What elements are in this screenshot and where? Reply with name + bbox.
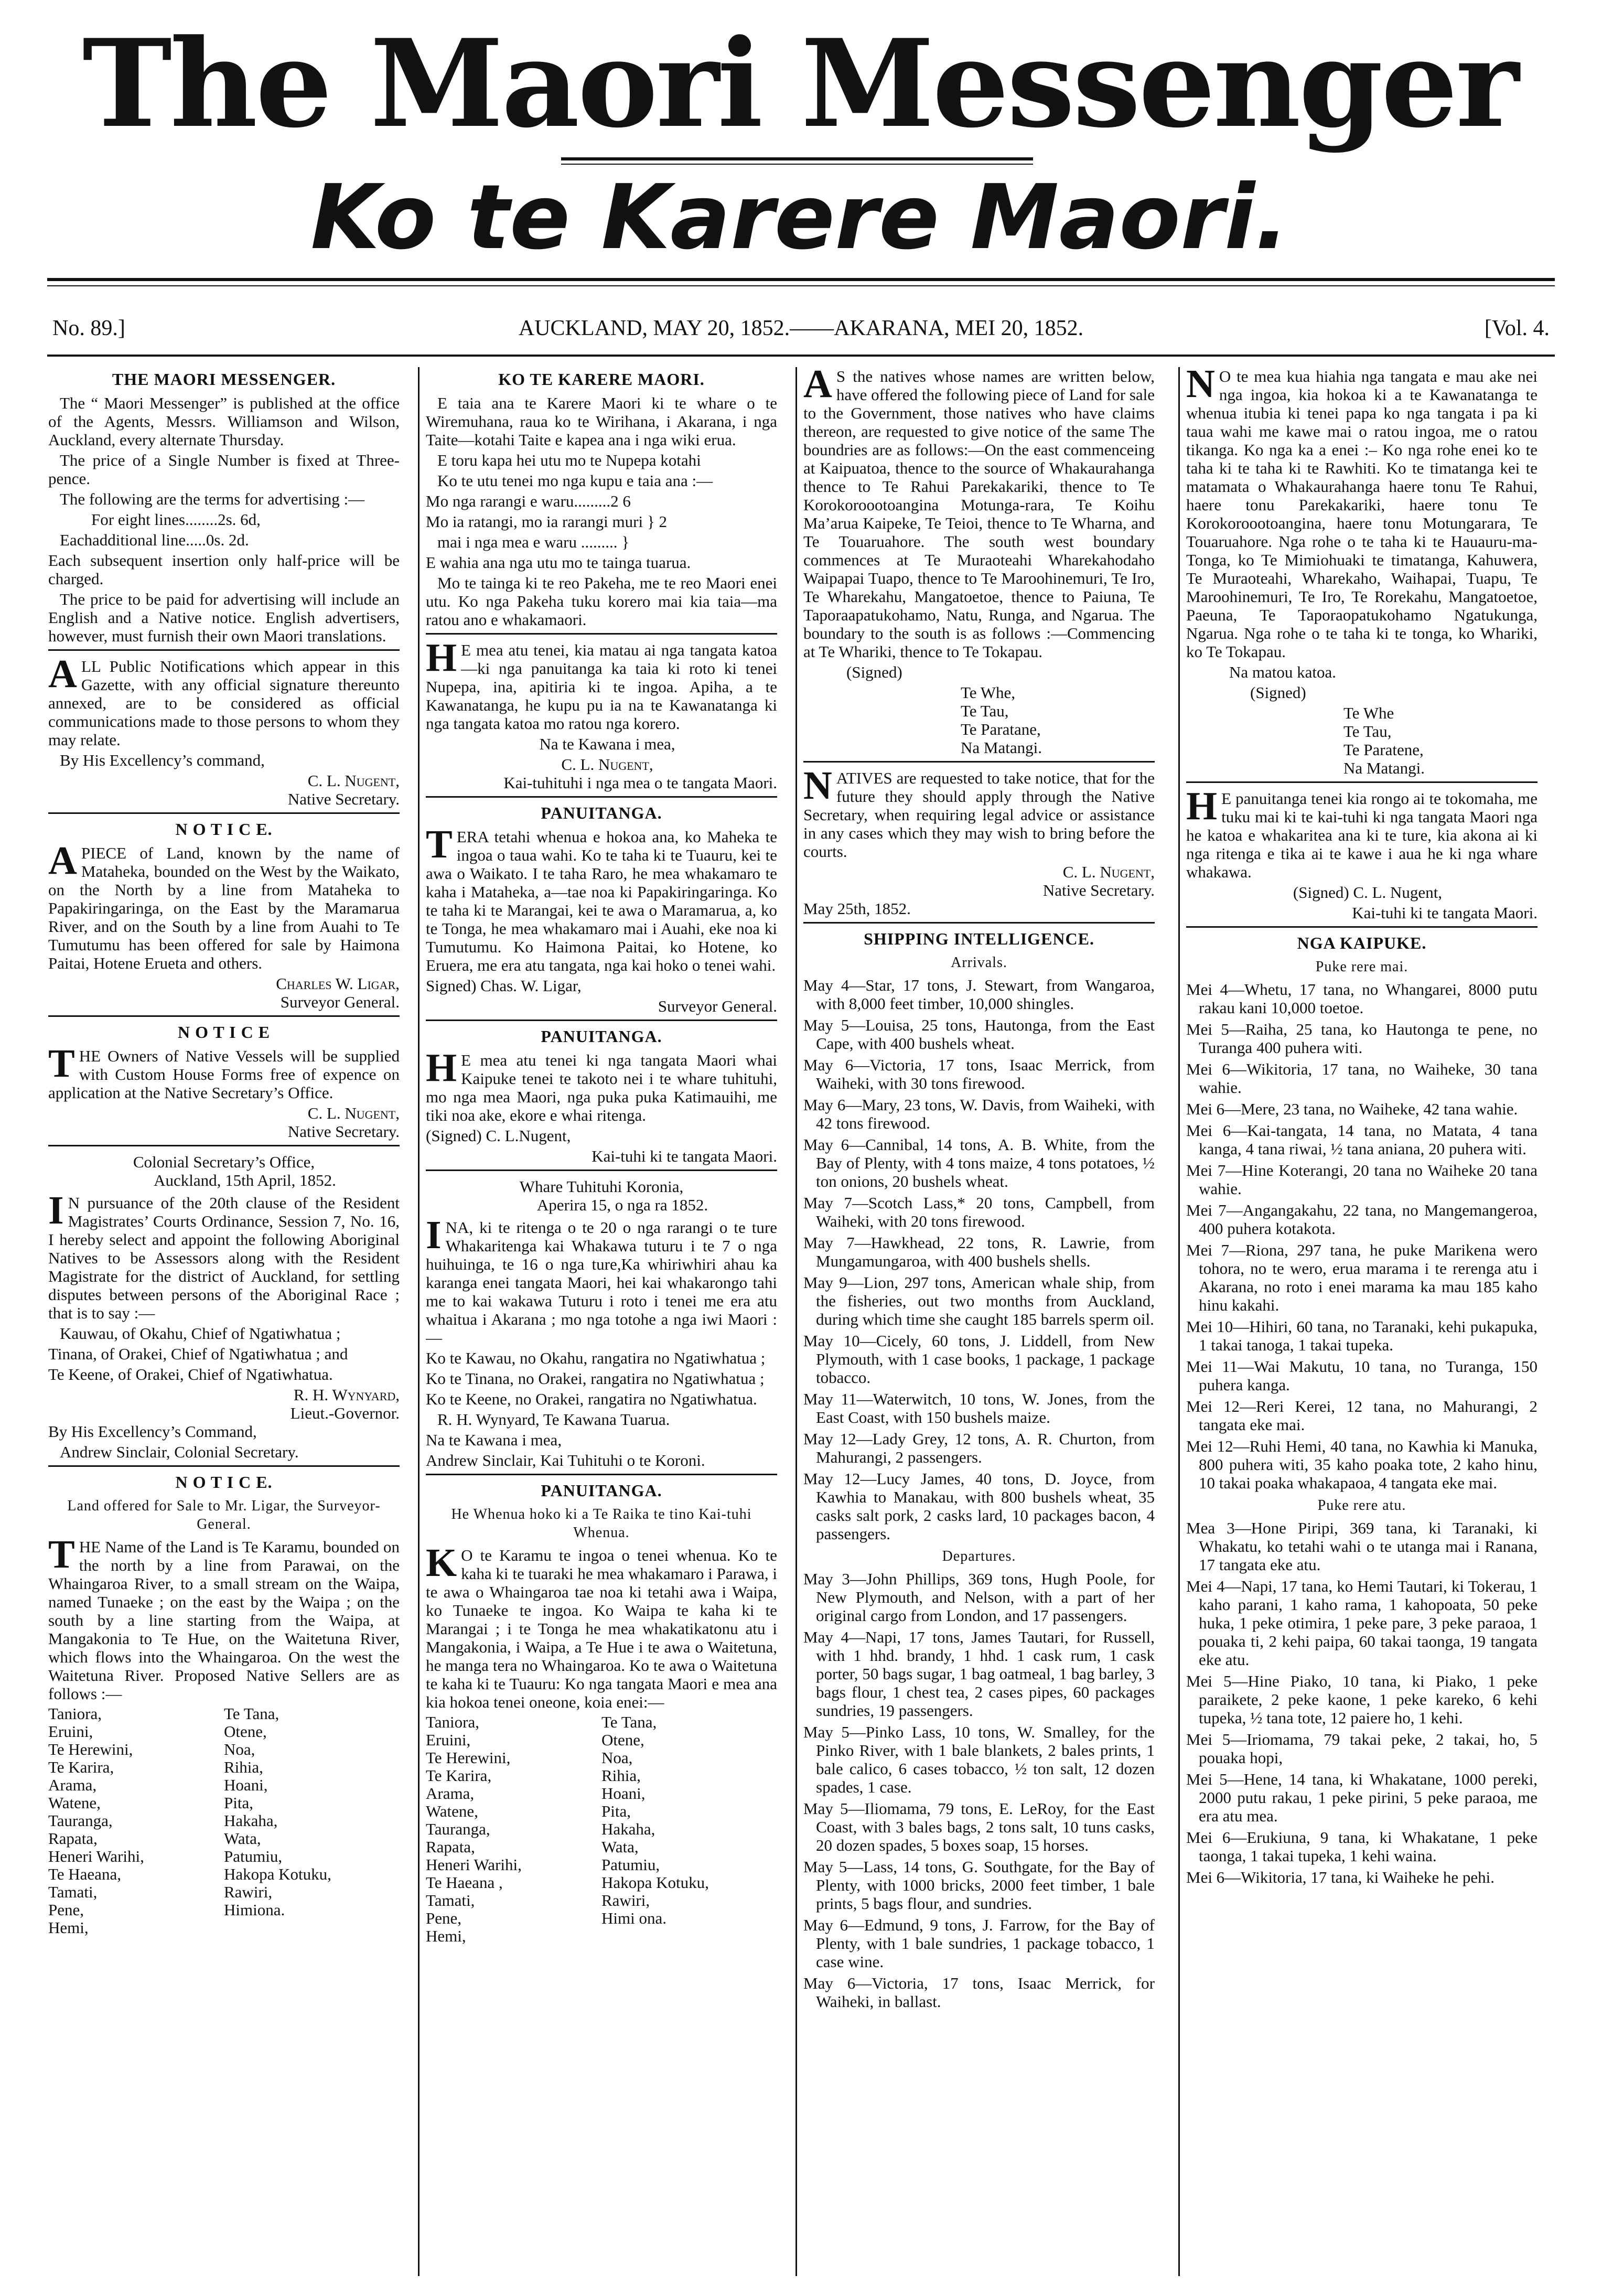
article-subheading: Arrivals. xyxy=(951,954,1007,971)
list-item: Hemi, xyxy=(426,1927,466,1945)
paragraph: Ko te Tinana, no Orakei, rangatira no Ngatiwhatua ; xyxy=(426,1369,765,1388)
paragraph: Andrew Sinclair, Kai Tuhituhi o te Koroni. xyxy=(426,1451,705,1469)
shipping-entry: May 7—Hawkhead, 22 tons, R. Lawrie, from Mungamungaroa, with 400 bushels shells. xyxy=(803,1233,1155,1270)
paragraph: The price to be paid for advertising will include an English and a Native notice. English advertisers, however, must furnish their own Maori translations. xyxy=(48,590,400,645)
signatory: Te Whe, xyxy=(961,683,1015,702)
signatory: Na Matangi. xyxy=(1343,759,1425,777)
shipping-entry: Mei 6—Erukiuna, 9 tana, ki Whakatane, 1 peke taonga, 1 takai tupeka, 1 kehi waina. xyxy=(1186,1828,1538,1865)
shipping-entry: May 5—Pinko Lass, 10 tons, W. Smalley, for the Pinko River, with 1 bale blankets, 2 bales prints, 1 bale calico, 6 cases tobacco, ½ ton salt, 12 dozen spades, 1 case. xyxy=(803,1723,1155,1796)
shipping-entry: May 11—Waterwitch, 10 tons, W. Jones, from the East Coast, with 150 bushels maize. xyxy=(803,1390,1155,1426)
signature: (Signed) C. L.Nugent, xyxy=(426,1126,571,1145)
paragraph: APIECE of Land, known by the name of Mataheka, bounded on the West by the Waikato, on the North by a line from Mataheka to Papakiringaringa, on the East by the Maramarua River, and on the South by a line from Auahi to Te Tumutumu has been offered for sale by Haimona Paitai, Hotene Erueta and others. xyxy=(48,839,400,972)
list-item: Wata, xyxy=(601,1838,639,1856)
paragraph: THE Name of the Land is Te Karamu, bounded on the north by a line from Parawai, on the Whaingaroa River, to a small stream on the Waipa, named Tunaeke ; on the east by the Waipa ; on the south by a line starting from the Waipa, at Mangakonia to Te Hue, on the Waitetuna River, which flows into the Whaingaroa. On the west the Waitetuna River. Proposed Native Sellers are as follows :— xyxy=(48,1532,400,1703)
paragraph: By His Excellency’s Command, xyxy=(48,1422,257,1441)
paragraph: Mo nga rarangi e waru.........2 6 xyxy=(426,492,631,510)
signature-note: (Signed) xyxy=(1250,683,1306,702)
list-item: Tamati, xyxy=(426,1891,475,1909)
list-item: Rapata, xyxy=(48,1829,98,1848)
shipping-entry: May 6—Cannibal, 14 tons, A. B. White, from the Bay of Plenty, with 4 tons maize, 4 tons potatoes, ½ ton onions, 20 bushels wheat. xyxy=(803,1135,1155,1190)
office-heading: Colonial Secretary’s Office, xyxy=(133,1153,315,1171)
shipping-entry: May 3—John Phillips, 369 tons, Hugh Poole, for New Plymouth, and Nelson, with a part of her original cargo from London, and 17 passengers. xyxy=(803,1570,1155,1625)
office-date: Auckland, 15th April, 1852. xyxy=(154,1171,336,1189)
signature-title: Native Secretary. xyxy=(287,790,400,808)
list-item: Himiona. xyxy=(224,1901,285,1919)
paragraph: Ko te Keene, no Orakei, rangatira no Ngatiwhatua. xyxy=(426,1390,757,1408)
section-rule xyxy=(1186,781,1538,783)
column-3 xyxy=(803,367,1155,2276)
list-item: Arama, xyxy=(426,1784,475,1803)
article-heading: PANUITANGA. xyxy=(541,1481,662,1500)
signature: Signed) Chas. W. Ligar, xyxy=(426,977,582,995)
paragraph: R. H. Wynyard, Te Kawana Tuarua. xyxy=(437,1410,670,1429)
column-divider xyxy=(418,367,420,2276)
shipping-entry: Mei 7—Hine Koterangi, 20 tana no Waiheke 20 tana wahie. xyxy=(1186,1161,1538,1198)
list-item: Pene, xyxy=(48,1901,84,1919)
list-item: Te Haeana, xyxy=(48,1865,121,1883)
shipping-entry: Mei 7—Angangakahu, 22 tana, no Mangemangeroa, 400 puhera kotakota. xyxy=(1186,1201,1538,1238)
list-item: Heneri Warihi, xyxy=(48,1847,144,1865)
list-item: Hakopa Kotuku, xyxy=(601,1873,709,1892)
signature: (Signed) C. L. Nugent, xyxy=(1293,883,1443,902)
shipping-entry: May 6—Edmund, 9 tons, J. Farrow, for the Bay of Plenty, with 1 bale sundries, 1 package tobacco, 1 case wine. xyxy=(803,1916,1155,1971)
list-item: Otene, xyxy=(601,1731,644,1749)
list-item: Tauranga, xyxy=(426,1820,490,1838)
list-item: Heneri Warihi, xyxy=(426,1855,522,1874)
signature-title: Native Secretary. xyxy=(287,1122,400,1141)
shipping-entry: Mei 6—Kai-tangata, 14 tana, no Matata, 4 tana kanga, 4 tana riwai, ½ tana aniana, 20 puhera witi. xyxy=(1186,1121,1538,1158)
list-item: Te Tana, xyxy=(601,1713,657,1731)
list-item: Te Karira, xyxy=(426,1766,492,1785)
shipping-entry: Mea 3—Hone Piripi, 369 tana, ki Taranaki, ki Whakatu, ko tetahi wahi o te utanga mai i Ranana, 17 tangata eke atu. xyxy=(1186,1519,1538,1574)
shipping-entry: Mei 11—Wai Makutu, 10 tana, no Turanga, 150 puhera kanga. xyxy=(1186,1357,1538,1394)
list-item: Te Herewini, xyxy=(426,1748,511,1767)
paragraph: The “ Maori Messenger” is published at the office of the Agents, Messrs. Williamson and Wilson, Auckland, every alternate Thursday. xyxy=(48,394,400,449)
section-rule xyxy=(803,761,1155,763)
shipping-entry: Mei 5—Iriomama, 79 takai peke, 2 takai, ho, 5 pouaka hopi, xyxy=(1186,1730,1538,1767)
paragraph: Na matou katoa. xyxy=(1229,663,1337,681)
article-heading: THE MAORI MESSENGER. xyxy=(112,370,336,389)
paragraph: Na te Kawana i mea, xyxy=(426,1431,562,1449)
signatory: Te Whe xyxy=(1343,704,1394,722)
signatory: Te Paratane, xyxy=(961,720,1041,738)
issue-number: No. 89.] xyxy=(52,316,125,340)
article-heading: N O T I C E xyxy=(177,1023,271,1042)
paragraph: Te Keene, of Orakei, Chief of Ngatiwhatua. xyxy=(48,1365,333,1383)
shipping-entry: May 6—Victoria, 17 tons, Isaac Merrick, for Waiheki, in ballast. xyxy=(803,1974,1155,2011)
signature: C. L. Nugent, xyxy=(561,755,653,774)
paragraph: Kauwau, of Okahu, Chief of Ngatiwhatua ; xyxy=(60,1324,341,1343)
newspaper-title: The Maori Messenger xyxy=(82,13,1518,155)
seller-names xyxy=(48,1705,400,1937)
list-item: Pita, xyxy=(601,1802,631,1820)
list-item: Arama, xyxy=(48,1776,97,1794)
paragraph: For eight lines........2s. 6d, xyxy=(91,510,261,529)
column-4 xyxy=(1186,367,1538,2276)
shipping-entry: Mei 4—Whetu, 17 tana, no Whangarei, 8000 putu rakau kani 10,000 toetoe. xyxy=(1186,980,1538,1017)
column-divider xyxy=(795,367,797,2276)
section-rule xyxy=(48,1145,400,1146)
masthead-rule xyxy=(561,157,1033,160)
list-item: Te Herewini, xyxy=(48,1740,133,1758)
office-date: Aperira 15, o nga ra 1852. xyxy=(536,1196,708,1214)
article-subheading: He Whenua hoko ki a Te Raika te tino Kai-tuhi Whenua. xyxy=(451,1506,752,1541)
shipping-entry: May 9—Lion, 297 tons, American whale ship, from the fisheries, out two months from Auckland, during which time she caught 185 barrels sperm oil. xyxy=(803,1273,1155,1328)
section-rule xyxy=(426,633,777,635)
section-rule xyxy=(426,1020,777,1021)
article-subheading: Puke rere atu. xyxy=(1317,1497,1406,1514)
paragraph: HE mea atu tenei, kia matau ai nga tangata katoa—ki nga panuitanga ka taia ki roto ki tenei Nupepa, ina, apitiria ki te ingoa. Apiha, a te Kawanatanga, he kupu pu ia na te Kawanatanga ki nga tangata katoa mo ratou nga korero. xyxy=(426,636,777,733)
article-heading: N O T I C E. xyxy=(175,1473,273,1492)
shipping-entry: Mei 6—Wikitoria, 17 tana, ki Waiheke he pehi. xyxy=(1186,1868,1495,1886)
paragraph: THE Owners of Native Vessels will be supplied with Custom House Forms free of expence on application at the Native Secretary’s Office. xyxy=(48,1042,400,1102)
shipping-entry: May 5—Lass, 14 tons, G. Southgate, for the Bay of Plenty, with 1000 bricks, 2000 feet timber, 1 bale prints, 5 bags flour, and sundries. xyxy=(803,1858,1155,1913)
signatories xyxy=(1186,704,1538,777)
list-item: Patumiu, xyxy=(601,1855,660,1874)
paragraph: NATIVES are requested to take notice, that for the future they should apply through the Native Secretary, when requiring legal advice or assistance in any cases which they may wish to bring before the courts. xyxy=(803,764,1155,861)
list-item: Eruini, xyxy=(426,1731,471,1749)
list-item: Watene, xyxy=(48,1794,101,1812)
signature-title: Native Secretary. xyxy=(1042,881,1155,899)
section-rule xyxy=(48,812,400,814)
office-heading: Whare Tuhituhi Koronia, xyxy=(519,1177,684,1196)
header-rule-thin xyxy=(47,285,1555,286)
paragraph: HE panuitanga tenei kia rongo ai te tokomaha, me tuku mai ki te kai-tuhi ki nga tangata Maori nga he katoa e whakaritea ana ki te ture, kia akona ai ki nga ritenga e tika ai te kawe i aua he ki nga whare whakawa. xyxy=(1186,784,1538,881)
list-item: Hakaha, xyxy=(601,1820,655,1838)
signature-title: Kai-tuhituhi i nga mea o te tangata Maori. xyxy=(503,774,777,792)
paragraph: NO te mea kua hiahia nga tangata e mau ake nei nga ingoa, kia hokoa ki a te Kawanatanga te whenua itubia ki tenei papa ko nga tangata i pa ki taua wahi me kawe mai o ratou ingoa, me o ratou tikanga. Ko nga ka a enei :– Ko nga rohe enei ko te taha ki te taha ki te Rawhiti. Ko te timatanga kei te matamata o Whakaurahanga haere tonu Te Rahui, haere tonu Parekakariki, haere tonu Te Korokoroootoangina, haere tonu Motungarara, Te Touaruahore. Nga rohe o te taha ki te Hauauru-ma-Tonga, ko Te Mimiohuaki te timatanga, Kahuwera, Te Muraoteahi, Wharekaho, Waihapai, Tuapu, Te Maroohinemuri, Te Iro, Te Rorekahu, Mangatoetoe, Paeuna, Te Taporaopatukohamo Ngatukunga, Ngarua. Nga rohe o te taha ki te tonga, ko Whariki, ko Te Tokapau. xyxy=(1186,367,1538,661)
signature-title: Surveyor General. xyxy=(658,997,777,1015)
signature-title: Kai-tuhi ki te tangata Maori. xyxy=(592,1147,777,1165)
signature-title: Lieut.-Governor. xyxy=(290,1404,400,1422)
section-rule xyxy=(1186,926,1538,928)
paragraph: TERA tetahi whenua e hokoa ana, ko Maheka te ingoa o taua wahi. Ko te taha ki te Tuauru, kei te awa o Waikato. I te taha Raro, he mea whakamaro te kaha i Mataheka, a—tae noa ki Papakiringaringa. Ko te taha ki te Marangai, kei te awa o Maramarua, a, ko te Tonga, he mea whakamaro mai i Auahi, eke noa ki Tumutumu. Ko Haimona Paitai, ko Hotene, ko Eruera, me era atu tangata, nga kai hoko o tenei wahi. xyxy=(426,822,777,974)
section-rule xyxy=(48,649,400,651)
shipping-entry: Mei 12—Ruhi Hemi, 40 tana, no Kawhia ki Manuka, 800 puhera witi, 35 kaho poaka tote, 2 kaho hinu, 10 takai poaka whakapaoa, 4 tangata eke mai. xyxy=(1186,1437,1538,1492)
list-item: Patumiu, xyxy=(224,1847,283,1865)
list-item: Taniora, xyxy=(48,1704,102,1723)
masthead xyxy=(42,13,1557,155)
signatory: Te Paratene, xyxy=(1343,741,1424,759)
paragraph: IN pursuance of the 20th clause of the Resident Magistrates’ Courts Ordinance, Session 7, No. 16, I hereby select and appoint the following Aboriginal Natives to be Assessors along with the Resident Magistrate for the district of Auckland, for settling disputes between persons of the Aboriginal Race ; that is to say :— xyxy=(48,1188,400,1322)
list-item: Tauranga, xyxy=(48,1811,113,1830)
shipping-entry: Mei 4—Napi, 17 tana, ko Hemi Tautari, ki Tokerau, 1 kaho parani, 1 kaho rama, 1 kahopoata, 50 peke huka, 1 peke otimira, 1 peke pare, 3 peke paraoa, 1 pouaka ti, 2 kehi paipa, 60 takai taonga, 19 tangata eke atu. xyxy=(1186,1577,1538,1669)
shipping-entry: May 12—Lucy James, 40 tons, D. Joyce, from Kawhia to Manakau, with 800 bushels wheat, 35 casks salt pork, 2 casks lard, 10 packages bacon, 4 passengers. xyxy=(803,1469,1155,1543)
signatories xyxy=(803,683,1155,757)
signature-title: Surveyor General. xyxy=(280,993,400,1011)
list-item: Rihia, xyxy=(601,1766,641,1785)
list-item: Te Karira, xyxy=(48,1758,114,1776)
article-heading: PANUITANGA. xyxy=(541,1027,662,1046)
signature: C. L. Nugent, xyxy=(1062,863,1155,881)
paragraph: Mo ia ratangi, mo ia rarangi muri } 2 xyxy=(426,512,667,531)
column-2 xyxy=(426,367,777,2276)
list-item: Hoani, xyxy=(224,1776,268,1794)
shipping-entry: May 5—Louisa, 25 tons, Hautonga, from the East Cape, with 400 bushels wheat. xyxy=(803,1016,1155,1053)
signature: C. L. Nugent, xyxy=(307,1104,400,1122)
paragraph: E wahia ana nga utu mo te tainga tuarua. xyxy=(426,553,691,572)
paragraph: May 25th, 1852. xyxy=(803,899,911,918)
paragraph: Tinana, of Orakei, Chief of Ngatiwhatua ; and xyxy=(48,1345,348,1363)
newspaper-subtitle: Ko te Karere Maori. xyxy=(310,166,1289,270)
list-item: Pita, xyxy=(224,1794,253,1812)
section-rule xyxy=(426,1170,777,1171)
paragraph: By His Excellency’s command, xyxy=(60,751,265,769)
column-1 xyxy=(48,367,400,2276)
paragraph: E toru kapa hei utu mo te Nupepa kotahi xyxy=(437,451,701,469)
paragraph: The price of a Single Number is fixed at Three-pence. xyxy=(48,451,400,488)
shipping-entry: May 6—Victoria, 17 tons, Isaac Merrick, from Waiheki, with 30 tons firewood. xyxy=(803,1056,1155,1092)
article-subheading: Departures. xyxy=(942,1548,1016,1564)
shipping-entry: Mei 10—Hihiri, 60 tana, no Taranaki, kehi pukapuka, 1 takai tanoga, 1 takai tupeka. xyxy=(1186,1317,1538,1354)
paragraph: AS the natives whose names are written below, have offered the following piece of Land for sale to the Government, those natives who have claims thereon, are requested to give notice of the same The boundries are as follows:—On the east commenceing at Kaipuatoa, thence to the source of Whakaurahanga thence to Te Rahui Parekakariki, thence to Te Korokoroootoangina Motunga-rara, Te Koihu Ma’arua Kaipeke, Te Teioi, thence to Te Wharna, and Te Touaruahore. The south west boundary commences at Te Muraoteahi Wharekahodaho Waipapai Tuapo, thence to Te Maroohinemuri, Te Iro, Te Wharekahu, Mangatoetoe, thence to Paiuna, Te Taporaapatukohamo, Natu, Runga, and Ngarua. The boundary to the south is as follows :—Commencing at Te Whariki, thence to Te Tokapau. xyxy=(803,367,1155,661)
section-rule xyxy=(426,1474,777,1475)
shipping-entry: Mei 5—Hine Piako, 10 tana, ki Piako, 1 peke paraikete, 2 peke kaone, 1 peke kareko, 6 kehi tupeka, ½ tana tote, 12 paiere ho, 1 kehi. xyxy=(1186,1672,1538,1727)
shipping-entry: May 5—Iliomama, 79 tons, E. LeRoy, for the East Coast, with 3 bales bags, 2 tons salt, 10 tuns casks, 20 dozen spades, 5 boxes soap, 15 horses. xyxy=(803,1799,1155,1854)
dateline xyxy=(47,313,1555,344)
shipping-entry: Mei 7—Riona, 297 tana, he puke Marikena wero tohora, no te wero, erua marama i te rerenga atu i Akarana, no roto i enei marama ka mau 185 kaho hinu kakahi. xyxy=(1186,1241,1538,1314)
signature-note: (Signed) xyxy=(846,663,902,681)
paragraph: Ko te utu tenei mo nga kupu e taia ana :— xyxy=(437,471,713,490)
shipping-entry: Mei 6—Wikitoria, 17 tana, no Waiheke, 30 tana wahie. xyxy=(1186,1060,1538,1097)
signature: R. H. Wynyard, xyxy=(293,1386,400,1404)
list-item: Rihia, xyxy=(224,1758,263,1776)
section-rule xyxy=(48,1015,400,1017)
section-rule xyxy=(426,796,777,798)
signatory: Na Matangi. xyxy=(961,738,1042,757)
list-item: Noa, xyxy=(224,1740,255,1758)
article-subheading: Land offered for Sale to Mr. Ligar, the Surveyor-General. xyxy=(67,1498,381,1532)
list-item: Pene, xyxy=(426,1909,462,1927)
list-item: Himi ona. xyxy=(601,1909,666,1927)
article-heading: PANUITANGA. xyxy=(541,803,662,822)
signature: C. L. Nugent, xyxy=(307,771,400,790)
shipping-entry: May 7—Scotch Lass,* 20 tons, Campbell, from Waiheki, with 20 tons firewood. xyxy=(803,1194,1155,1230)
paragraph: mai i nga mea e waru ......... } xyxy=(437,533,630,551)
dateline-rule xyxy=(47,355,1555,357)
list-item: Hakaha, xyxy=(224,1811,278,1830)
list-item: Tamati, xyxy=(48,1883,98,1901)
shipping-entry: Mei 5—Hene, 14 tana, ki Whakatane, 1000 pereki, 2000 putu rakau, 1 peke pirini, 5 peke paraoa, me era atu mea. xyxy=(1186,1770,1538,1825)
shipping-entry: May 12—Lady Grey, 12 tons, A. R. Churton, from Mahurangi, 2 passengers. xyxy=(803,1430,1155,1466)
signatory: Te Tau, xyxy=(1343,722,1392,741)
paragraph: KO te Karamu te ingoa o tenei whenua. Ko te kaha ki te tuaraki he mea whakamaro i Parawa, i te awa o Whaingaroa tae noa ki tetahi awa i Waipa, ko Tunaeke te ingoa. Ko Waipa te kaha ki te Marangai ; i te Tonga he mea whakatikatonu atu i Mangakonia, i Waipa, a Te Hue i te awa o Waitetuna, he manga tera no Whaingaroa. Ko te awa o Waitetuna te kaha ki te Tuauru: Ko nga tangata Maori e mea ana kia hokoa tenei oneone, koia enei:— xyxy=(426,1541,777,1711)
shipping-entry: May 6—Mary, 23 tons, W. Davis, from Waiheki, with 42 tons firewood. xyxy=(803,1096,1155,1132)
paragraph: Mo te tainga ki te reo Pakeha, me te reo Maori enei utu. Ko nga Pakeha tuku korero mai kia taia—ma ratou ano e whakamaori. xyxy=(426,574,777,629)
list-item xyxy=(601,1927,777,1945)
paragraph: Andrew Sinclair, Colonial Secretary. xyxy=(60,1443,299,1461)
signature: Charles W. Ligar, xyxy=(276,974,400,993)
list-item: Hoani, xyxy=(601,1784,646,1803)
paragraph: E taia ana te Karere Maori ki te whare o te Wiremuhana, raua ko te Wirihana, i Akarana, i nga Taite—kotahi Taite e kapea ana i nga wiki erua. xyxy=(426,394,777,449)
list-item: Te Tana, xyxy=(224,1704,279,1723)
signatory: Te Tau, xyxy=(961,702,1009,720)
shipping-entry: Mei 12—Reri Kerei, 12 tana, no Mahurangi, 2 tangata eke mai. xyxy=(1186,1397,1538,1434)
paragraph: Ko te Kawau, no Okahu, rangatira no Ngatiwhatua ; xyxy=(426,1349,766,1367)
section-rule xyxy=(803,922,1155,924)
list-item: Watene, xyxy=(426,1802,478,1820)
list-item: Rawiri, xyxy=(224,1883,273,1901)
shipping-entry: May 4—Star, 17 tons, J. Stewart, from Wangaroa, with 8,000 feet timber, 10,000 shingles. xyxy=(803,976,1155,1013)
list-item: Taniora, xyxy=(426,1713,479,1731)
signature-title: Kai-tuhi ki te tangata Maori. xyxy=(1352,904,1538,922)
seller-names xyxy=(426,1713,777,1945)
list-item: Otene, xyxy=(224,1722,267,1741)
masthead-rule-thin xyxy=(561,164,1033,165)
paragraph: INA, ki te ritenga o te 20 o nga rarangi o te ture Whakaritenga kai Whakawa tuturu i te 7 o nga huihuinga, te 16 o nga ture,Ka whiriwhiri ahau ka karanga enei tangata Maori, hei kai whakarongo tahi me to kai wakawa Tuturu i roto i tenei me era atu whaitua i Akarana ; mo nga totohe a nga iwi Maori :— xyxy=(426,1213,777,1347)
list-item: Rapata, xyxy=(426,1838,475,1856)
article-subheading: Puke rere mai. xyxy=(1315,959,1409,975)
list-item: Rawiri, xyxy=(601,1891,650,1909)
paragraph: The following are the terms for advertising :— xyxy=(60,490,365,508)
shipping-entry: May 4—Napi, 17 tons, James Tautari, for Russell, with 1 hhd. brandy, 1 hhd. 1 cask rum, 1 cask porter, 50 bags sugar, 1 bag oatmeal, 1 bag barley, 3 bags flour, 1 chest tea, 2 cases pipes, 60 packages sundries, 19 passengers. xyxy=(803,1628,1155,1720)
issue-date: AUCKLAND, MAY 20, 1852.——AKARANA, MEI 20, 1852. xyxy=(518,316,1084,340)
paragraph: Each subsequent insertion only half-price will be charged. xyxy=(48,551,400,588)
shipping-entry: May 10—Cicely, 60 tons, J. Liddell, from New Plymouth, with 1 case books, 1 package, 1 package tobacco. xyxy=(803,1332,1155,1387)
section-rule xyxy=(48,1465,400,1467)
paragraph: Eachadditional line.....0s. 2d. xyxy=(60,531,249,549)
list-item: Eruini, xyxy=(48,1722,93,1741)
column-divider xyxy=(1178,367,1180,2276)
list-item: Te Haeana , xyxy=(426,1873,503,1892)
list-item: Wata, xyxy=(224,1829,261,1848)
article-heading: SHIPPING INTELLIGENCE. xyxy=(864,929,1094,948)
list-item: Noa, xyxy=(601,1748,633,1767)
article-heading: KO TE KARERE MAORI. xyxy=(498,370,705,389)
paragraph: HE mea atu tenei ki nga tangata Maori whai Kaipuke tenei te takoto nei i te whare tuhituhi, mo nga mea Maori, nga puka puka Katimauihi, me tiki noa ake, ekore e whai ritenga. xyxy=(426,1046,777,1124)
volume-number: [Vol. 4. xyxy=(1484,316,1550,340)
list-item: Hakopa Kotuku, xyxy=(224,1865,331,1883)
list-item: Hemi, xyxy=(48,1918,89,1937)
article-heading: N O T I C E. xyxy=(175,820,273,839)
shipping-entry: Mei 5—Raiha, 25 tana, ko Hautonga te pene, no Turanga 400 puhera witi. xyxy=(1186,1020,1538,1057)
header-rule xyxy=(47,278,1555,281)
paragraph: ALL Public Notifications which appear in this Gazette, with any official signature thereunto annexed, are to be considered as official communications made to those persons to whom they may relate. xyxy=(48,652,400,749)
shipping-entry: Mei 6—Mere, 23 tana, no Waiheke, 42 tana wahie. xyxy=(1186,1100,1518,1118)
list-item xyxy=(224,1919,400,1937)
article-heading: NGA KAIPUKE. xyxy=(1297,934,1427,952)
paragraph: Na te Kawana i mea, xyxy=(539,735,675,753)
